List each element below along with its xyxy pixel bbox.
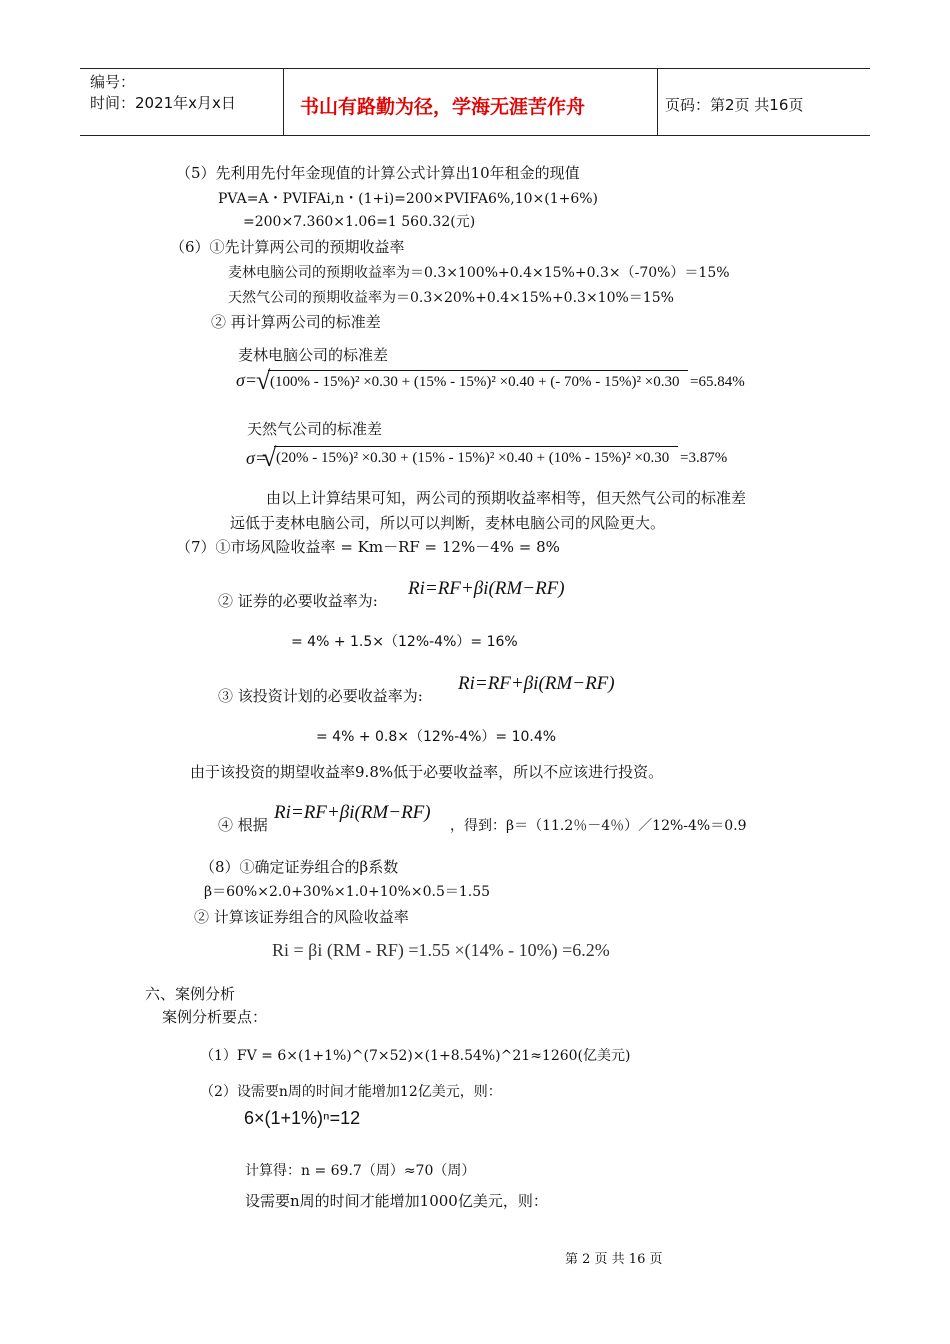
q8-title: （8）①确定证券组合的β系数 [200, 858, 399, 876]
q7-title: （7）①市场风险收益率 = Km－RF = 12%－4% = 8% [176, 538, 560, 556]
q8-step2: ② 计算该证券组合的风险收益率 [194, 908, 409, 926]
section6-title: 六、案例分析 [145, 985, 236, 1003]
radical-bar-1 [268, 370, 688, 371]
header-date: 时间：2021年x月x日 [90, 94, 236, 112]
q7-step3-calc: = 4% + 0.8×（12%-4%）= 10.4% [316, 729, 557, 745]
case-2-result: 计算得：n = 69.7（周）≈70（周） [245, 1163, 476, 1179]
header-code-label: 编号： [90, 73, 136, 91]
q5-title: （5）先利用先付年金现值的计算公式计算出10年租金的现值 [176, 164, 580, 182]
q7-step2: ② 证券的必要收益率为: [218, 592, 378, 610]
header-divider-right [657, 68, 658, 136]
q8-beta: β＝60%×2.0+30%×1.0+10%×0.5＝1.55 [204, 884, 491, 900]
q6-mclin-expected: 麦林电脑公司的预期收益率为＝0.3×100%+0.4×15%+0.3×（-70%）＝15% [228, 265, 730, 281]
capm-formula-2: Ri=RF+βi(RM−RF) [458, 673, 615, 694]
q6-mclin-sd-result: =65.84% [690, 374, 745, 390]
section6-subtitle: 案例分析要点： [162, 1008, 268, 1026]
q7-step4-suffix: ，得到：β＝（11.2％－4％）／12%-4%＝0.9 [450, 818, 747, 834]
q6-mclin-sd-formula: (100% - 15%)² ×0.30 + (15% - 15%)² ×0.40 + (- 70% - 15%)² ×0.30 [270, 374, 680, 390]
header-bottom-rule [80, 135, 870, 136]
q6-gas-sd-formula: (20% - 15%)² ×0.30 + (15% - 15%)² ×0.40 + (10% - 15%)² ×0.30 [276, 450, 670, 466]
sigma-symbol-2: σ= [246, 448, 268, 468]
q6-conclusion-1: 由以上计算结果可知，两公司的预期收益率相等，但天然气公司的标准差 [266, 489, 747, 507]
radical-icon: √ [256, 366, 271, 395]
q7-note: 由于该投资的期望收益率9.8%低于必要收益率，所以不应该进行投资。 [190, 763, 664, 781]
case-1: （1）FV = 6×(1+1%)^(7×52)×(1+8.54%)^21≈1260(亿美元) [200, 1048, 631, 1064]
q5-formula-1: PVA=A・PVIFAi,n・(1+i)=200×PVIFA6%,10×(1+6%) [218, 191, 599, 207]
q6-gas-sd-result: =3.87% [680, 450, 728, 466]
q6-gas-sd-label: 天然气公司的标准差 [247, 420, 383, 438]
radical-bar-2 [274, 446, 678, 447]
header-motto: 书山有路勤为径，学海无涯苦作舟 [300, 96, 586, 118]
q7-step2-calc: = 4% + 1.5×（12%-4%）= 16% [291, 634, 518, 650]
capm-formula-3: Ri=RF+βi(RM−RF) [274, 802, 431, 823]
q7-step4-prefix: ④ 根据 [218, 816, 268, 834]
case-2: （2）设需要n周的时间才能增加12亿美元，则： [200, 1084, 502, 1100]
header-divider-left [283, 68, 284, 136]
q6-title: （6）①先计算两公司的预期收益率 [170, 238, 405, 256]
q6-conclusion-2: 远低于麦林电脑公司，所以可以判断，麦林电脑公司的风险更大。 [230, 514, 666, 532]
case-2-equation: 6×(1+1%)ⁿ=12 [244, 1108, 361, 1128]
q6-step2: ② 再计算两公司的标准差 [211, 313, 381, 331]
sigma-symbol-1: σ= [236, 370, 258, 390]
q6-gas-expected: 天然气公司的预期收益率为＝0.3×20%+0.4×15%+0.3×10%＝15% [228, 290, 674, 306]
q7-step3: ③ 该投资计划的必要收益率为: [218, 687, 423, 705]
q8-formula: Ri = βi (RM - RF) =1.55 ×(14% - 10%) =6.2% [272, 940, 610, 960]
footer-page-number: 第 2 页 共 16 页 [565, 1252, 663, 1267]
header-page-label: 页码：第2页 共16页 [665, 96, 804, 114]
radical-icon: √ [262, 443, 277, 472]
header-top-rule [80, 68, 870, 69]
capm-formula-1: Ri=RF+βi(RM−RF) [408, 578, 565, 599]
q5-formula-2: =200×7.360×1.06=1 560.32(元) [243, 214, 476, 230]
case-3: 设需要n周的时间才能增加1000亿美元，则： [245, 1192, 548, 1210]
q6-mclin-sd-label: 麦林电脑公司的标准差 [238, 346, 389, 364]
